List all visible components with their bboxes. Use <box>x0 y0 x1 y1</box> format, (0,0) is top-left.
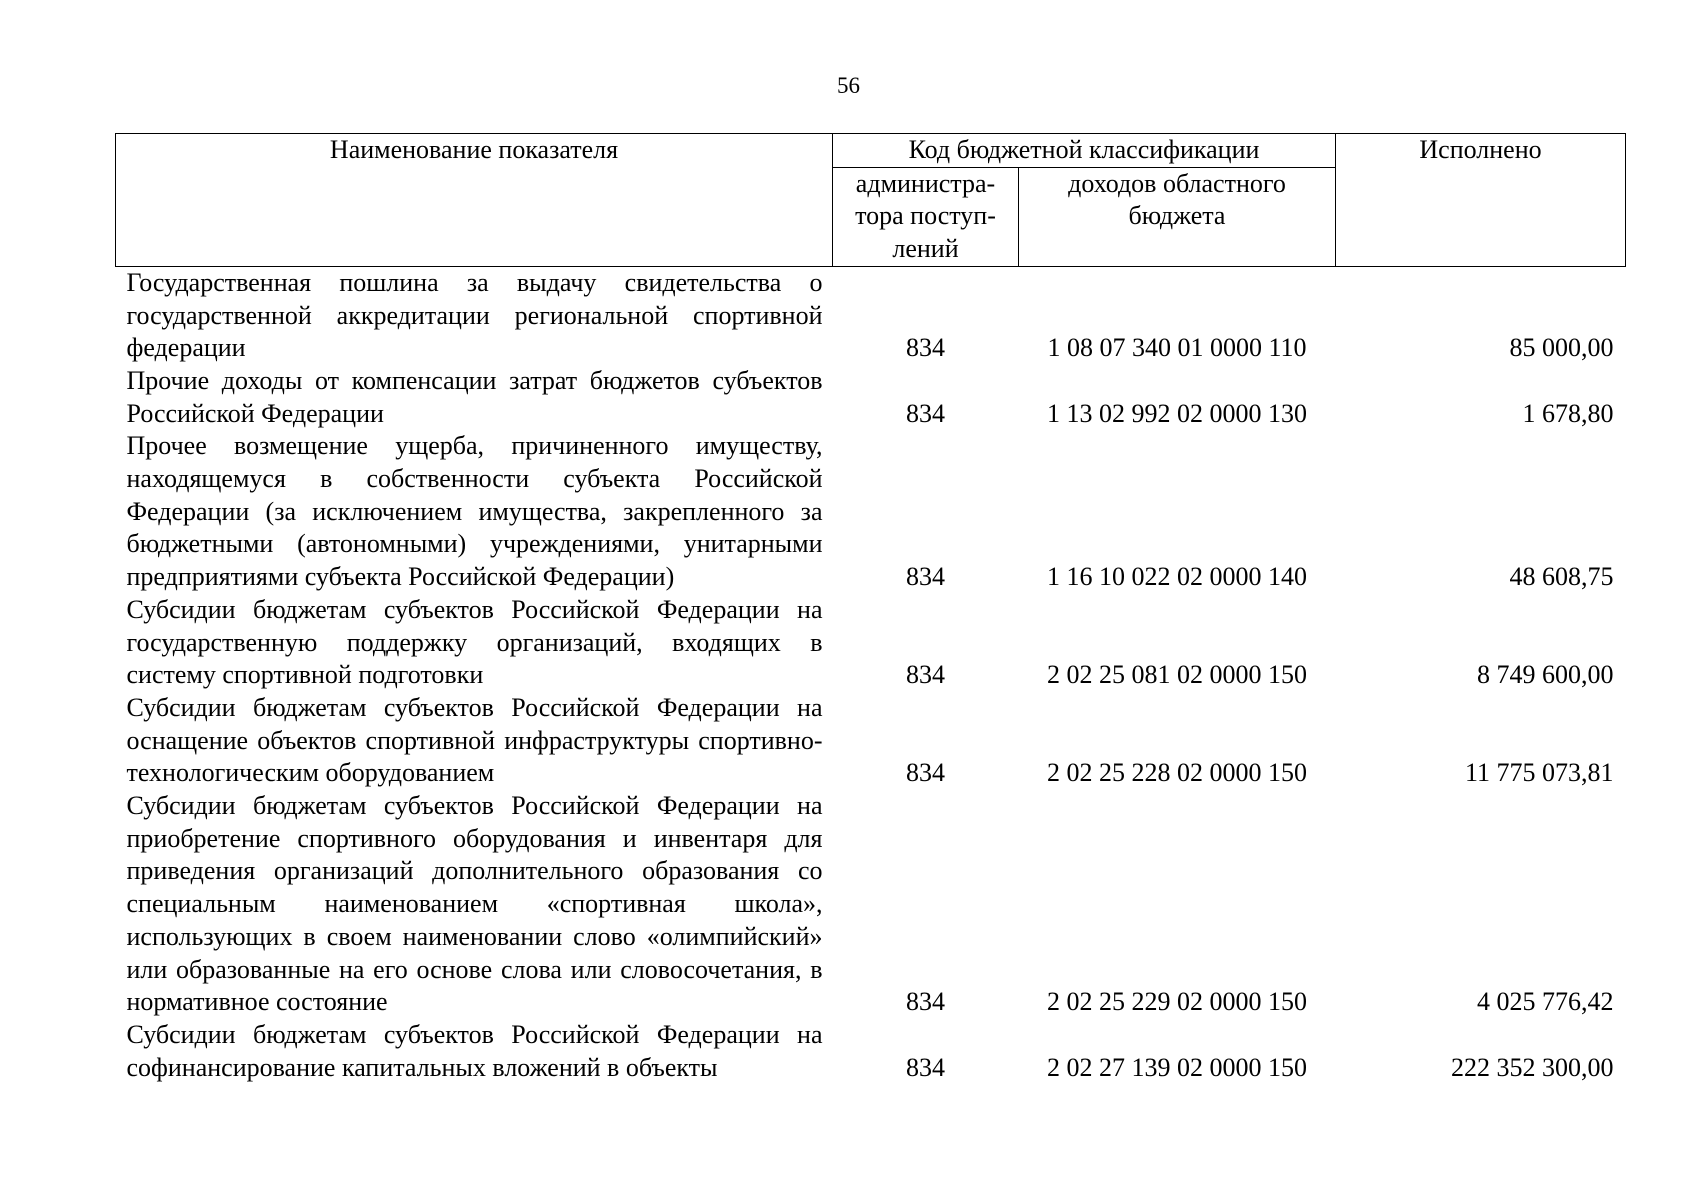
row-executed-amount: 1 678,80 <box>1522 398 1614 428</box>
row-administrator-code: 834 <box>906 987 945 1017</box>
table-row <box>116 266 1626 365</box>
row-income-code: 1 08 07 340 01 0000 110 <box>1047 333 1307 363</box>
row-administrator-code: 834 <box>906 333 945 363</box>
table-row <box>116 594 1626 692</box>
header-administrator-code: администра-тора поступ-лений <box>833 167 1019 266</box>
header-indicator-name: Наименование показателя <box>116 134 833 267</box>
table-row <box>116 692 1626 790</box>
row-executed-amount: 11 775 073,81 <box>1464 758 1614 788</box>
row-executed-amount: 4 025 776,42 <box>1477 987 1614 1017</box>
row-income-code: 1 16 10 022 02 0000 140 <box>1047 562 1307 592</box>
row-administrator-code: 834 <box>906 562 945 592</box>
row-indicator-name: Субсидии бюджетам субъектов Российской Федерации на государственную поддержку организаций, входящих в систему спортивной подготовки <box>126 594 823 690</box>
row-income-code: 2 02 25 081 02 0000 150 <box>1047 660 1307 690</box>
row-income-code: 2 02 27 139 02 0000 150 <box>1047 1052 1307 1082</box>
row-administrator-code: 834 <box>906 758 945 788</box>
table-row <box>116 790 1626 1019</box>
row-executed-amount: 222 352 300,00 <box>1451 1052 1614 1082</box>
row-indicator-name: Субсидии бюджетам субъектов Российской Федерации на приобретение спортивного оборудования и инвентаря для приведения организаций дополнительного образования со специальным наименованием «спортивная школа», использующих в своем наименовании слово «олимпийский» или образованные на его основе слова или словосочетания, в нормативное состояние <box>126 791 823 1017</box>
budget-income-table <box>115 133 1626 1084</box>
row-indicator-name: Прочее возмещение ущерба, причиненного имуществу, находящемуся в собственности субъекта Российской Федерации (за исключением имущества, закрепленного за бюджетными (автономными) учреждениями, унитарными предприятиями субъекта Российской Федерации) <box>126 431 823 592</box>
row-indicator-name: Прочие доходы от компенсации затрат бюджетов субъектов Российской Федерации <box>126 365 823 428</box>
row-income-code: 2 02 25 229 02 0000 150 <box>1047 987 1307 1017</box>
row-administrator-code: 834 <box>906 398 945 428</box>
table-row <box>116 1019 1626 1084</box>
header-executed: Исполнено <box>1336 134 1626 267</box>
table-row <box>116 430 1626 594</box>
table-row <box>116 365 1626 430</box>
row-executed-amount: 48 608,75 <box>1509 562 1614 592</box>
row-indicator-name: Государственная пошлина за выдачу свидетельства о государственной аккредитации региональной спортивной федерации <box>126 267 823 363</box>
row-executed-amount: 8 749 600,00 <box>1477 660 1614 690</box>
row-income-code: 2 02 25 228 02 0000 150 <box>1047 758 1307 788</box>
row-indicator-name: Субсидии бюджетам субъектов Российской Федерации на софинансирование капитальных вложений в объекты <box>126 1019 823 1082</box>
row-administrator-code: 834 <box>906 660 945 690</box>
header-budget-code-group: Код бюджетной классификации <box>833 134 1336 168</box>
row-income-code: 1 13 02 992 02 0000 130 <box>1047 398 1307 428</box>
header-income-code: доходов областного бюджета <box>1019 167 1336 266</box>
page-number: 56 <box>837 73 860 98</box>
row-indicator-name: Субсидии бюджетам субъектов Российской Федерации на оснащение объектов спортивной инфраструктуры спортивно-технологическим оборудованием <box>126 692 823 788</box>
row-executed-amount: 85 000,00 <box>1509 333 1614 363</box>
row-administrator-code: 834 <box>906 1052 945 1082</box>
